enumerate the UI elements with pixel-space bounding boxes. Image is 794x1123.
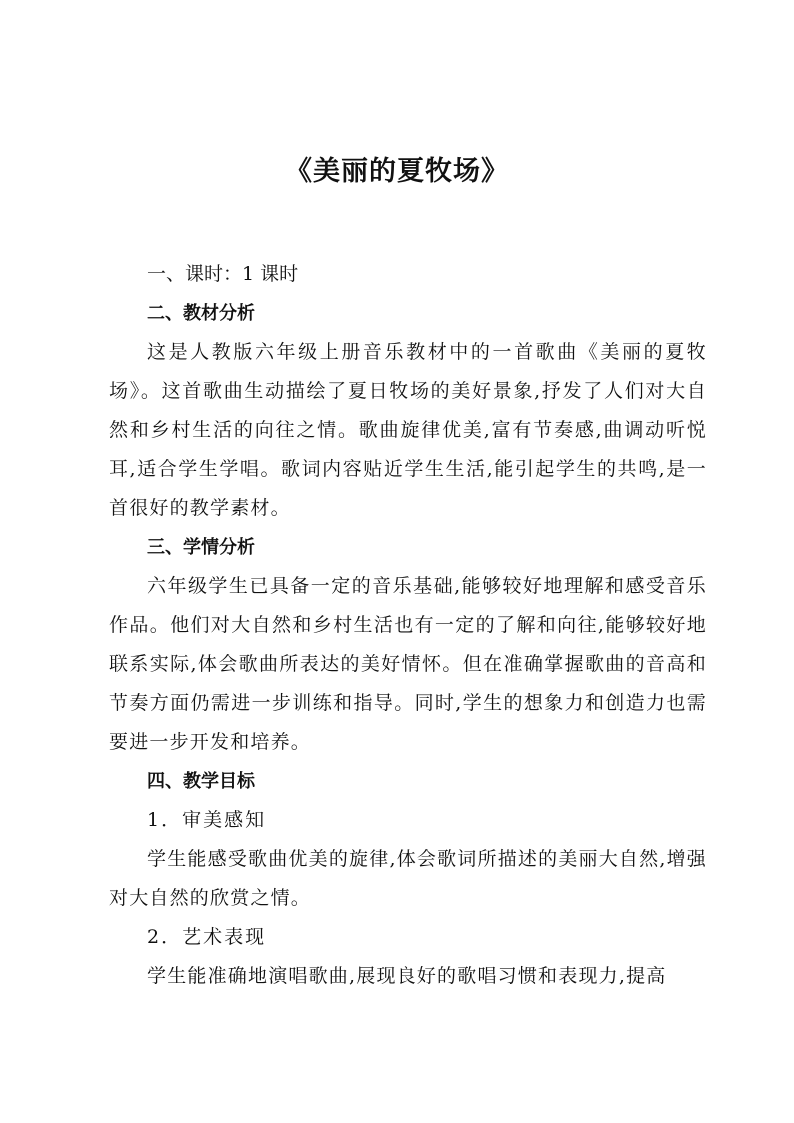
goal-label-aesthetic-perception: 1．审美感知: [147, 809, 267, 831]
document-title: 《美丽的夏牧场》: [285, 156, 509, 187]
lesson-hours: 一、课时：1 课时: [147, 263, 299, 285]
paragraph-aesthetic-perception: 学生能感受歌曲优美的旋律,体会歌词所描述的美丽大自然,增强对大自然的欣赏之情。: [109, 848, 707, 909]
section-heading-teaching-goals: 四、教学目标: [147, 771, 255, 792]
paragraph-artistic-expression: 学生能准确地演唱歌曲,展现良好的歌唱习惯和表现力,提高: [147, 965, 667, 987]
document-body: [109, 255, 707, 996]
section-heading-textbook-analysis: 二、教材分析: [147, 303, 255, 324]
paragraph-textbook-analysis: 这是人教版六年级上册音乐教材中的一首歌曲《美丽的夏牧场》。这首歌曲生动描绘了夏日牧场的美好景象,抒发了人们对大自然和乡村生活的向往之情。歌曲旋律优美,富有节奏感,曲调动听悦耳,适合学生学唱。歌词内容贴近学生生活,能引起学生的共鸣,是一首很好的教学素材。: [109, 341, 707, 519]
goal-label-artistic-expression: 2．艺术表现: [147, 926, 267, 948]
section-heading-student-analysis: 三、学情分析: [147, 537, 255, 558]
paragraph-student-analysis: 六年级学生已具备一定的音乐基础,能够较好地理解和感受音乐作品。他们对大自然和乡村生活也有一定的了解和向往,能够较好地联系实际,体会歌曲所表达的美好情怀。但在准确掌握歌曲的音高和节奏方面仍需进一步训练和指导。同时,学生的想象力和创造力也需要进一步开发和培养。: [109, 575, 707, 753]
